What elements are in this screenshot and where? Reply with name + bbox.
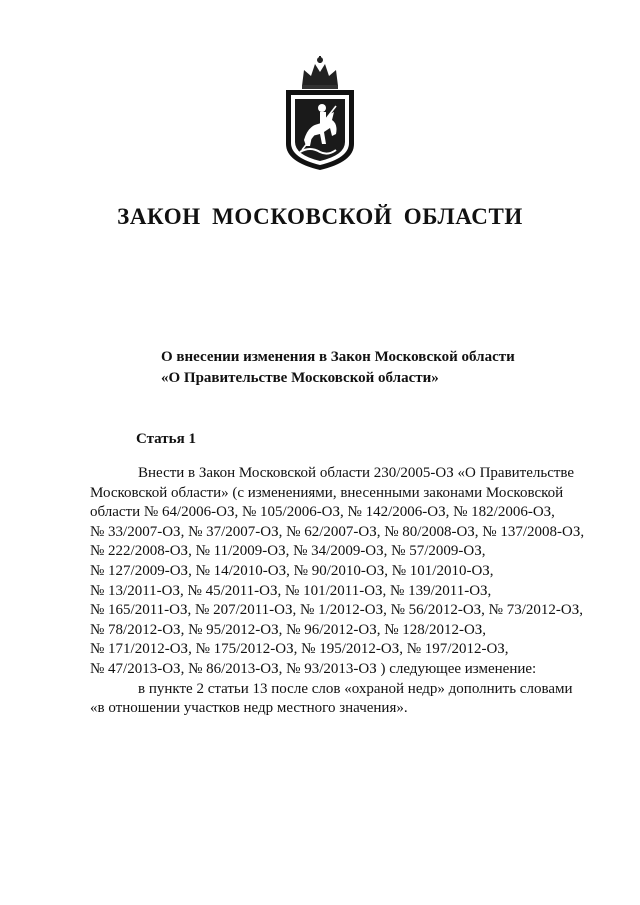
paragraph-line: № 13/2011-ОЗ, № 45/2011-ОЗ, № 101/2011-ОЗ, № 139/2011-ОЗ, [90, 582, 492, 599]
paragraph-line: № 33/2007-ОЗ, № 37/2007-ОЗ, № 62/2007-ОЗ, № 80/2008-ОЗ, № 137/2008-ОЗ, [90, 523, 585, 540]
paragraph-line: № 127/2009-ОЗ, № 14/2010-ОЗ, № 90/2010-ОЗ, № 101/2010-ОЗ, [90, 562, 494, 579]
article-heading: Статья 1 [136, 431, 196, 447]
paragraph-line: Внести в Закон Московской области 230/2005-ОЗ «О Правительстве [138, 465, 575, 481]
paragraph-line: № 78/2012-ОЗ, № 95/2012-ОЗ, № 96/2012-ОЗ, № 128/2012-ОЗ, [90, 621, 487, 638]
subject-line-2: «О Правительстве Московской области» [161, 370, 439, 386]
paragraph-line: «в отношении участков недр местного значения». [90, 700, 408, 717]
law-title: ЗАКОН МОСКОВСКОЙ ОБЛАСТИ [117, 204, 523, 229]
paragraph-line: № 222/2008-ОЗ, № 11/2009-ОЗ, № 34/2009-ОЗ, № 57/2009-ОЗ, [90, 543, 486, 560]
paragraph-line: № 47/2013-ОЗ, № 86/2013-ОЗ, № 93/2013-ОЗ ) следующее изменение: [90, 660, 537, 677]
paragraph-line: области № 64/2006-ОЗ, № 105/2006-ОЗ, № 142/2006-ОЗ, № 182/2006-ОЗ, [90, 504, 555, 521]
law-subject [161, 347, 515, 389]
article-body [90, 464, 610, 719]
paragraph-line: № 171/2012-ОЗ, № 175/2012-ОЗ, № 195/2012-ОЗ, № 197/2012-ОЗ, [90, 641, 509, 658]
paragraph-line: № 165/2011-ОЗ, № 207/2011-ОЗ, № 1/2012-ОЗ, № 56/2012-ОЗ, № 73/2012-ОЗ, [90, 602, 583, 619]
paragraph-line: в пункте 2 статьи 13 после слов «охраной недр» дополнить словами [138, 680, 573, 697]
subject-line-1: О внесении изменения в Закон Московской области [161, 349, 515, 365]
paragraph-line: Московской области» (с изменениями, внесенными законами Московской [90, 484, 564, 501]
coat-of-arms-emblem [280, 56, 360, 172]
